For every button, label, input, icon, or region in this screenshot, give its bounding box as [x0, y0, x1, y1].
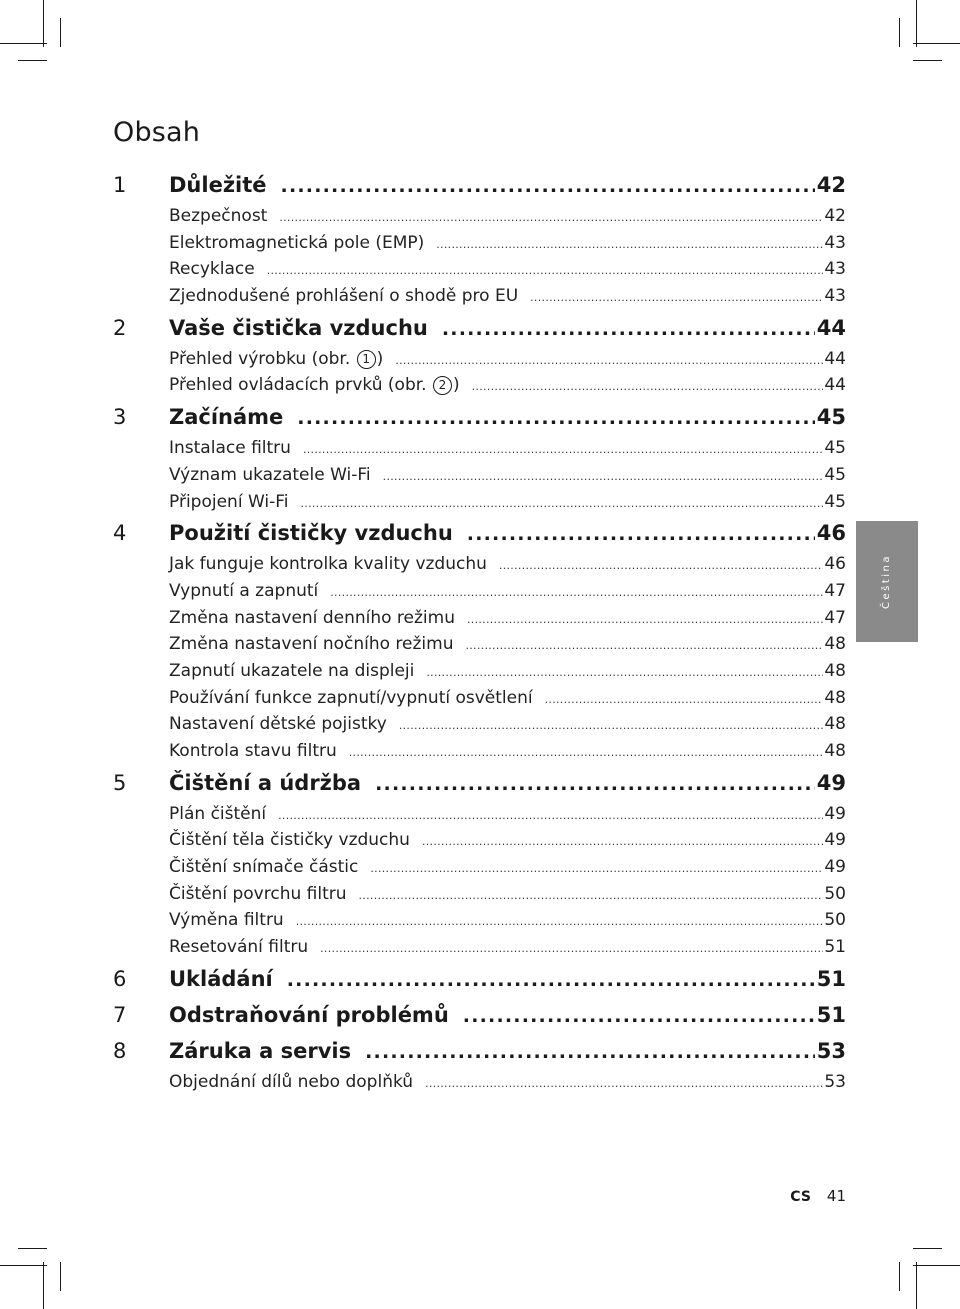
toc-section-entry[interactable] [169, 738, 846, 765]
crop-mark [913, 43, 960, 44]
chapter-title: Vaše čistička vzduchu [169, 315, 428, 340]
toc-section-entry[interactable] [169, 346, 846, 373]
toc-chapter-entry[interactable] [113, 515, 846, 551]
section-title-text: Připojení Wi-Fi [169, 491, 289, 512]
toc-chapter-entry[interactable] [113, 997, 846, 1033]
section-title-text: Změna nastavení denního režimu [169, 607, 455, 628]
section-title-text: Vypnutí a zapnutí [169, 580, 319, 601]
section-title [169, 230, 436, 257]
section-page-number: 50 [824, 883, 846, 904]
chapter-title: Čištění a údržba [169, 770, 362, 795]
toc-section-entry[interactable] [169, 881, 846, 908]
chapter-number: 4 [113, 521, 127, 546]
leader-dots [467, 605, 823, 632]
leader-dots [365, 1033, 815, 1069]
section-title-text: Bezpečnost [169, 206, 268, 226]
section-title [169, 801, 278, 828]
toc-chapter-entry[interactable] [113, 399, 846, 435]
leader-dots [465, 631, 823, 658]
crop-mark [43, 0, 44, 47]
page-number: 41 [826, 1187, 846, 1205]
section-title-text: Čištění snímače částic [169, 857, 359, 878]
section-title-text: Čištění těla čističky vzduchu [169, 830, 410, 851]
section-title [169, 435, 303, 462]
section-title [169, 934, 320, 961]
toc-chapter [113, 310, 846, 399]
section-page-number: 46 [824, 554, 846, 575]
table-of-contents [113, 167, 846, 1096]
section-title [169, 551, 499, 578]
leader-dots [267, 256, 824, 283]
toc-chapter [113, 765, 846, 961]
toc-section-entry[interactable] [169, 605, 846, 632]
section-page-number: 48 [824, 634, 846, 655]
leader-dots [349, 738, 824, 765]
section-title [169, 346, 395, 373]
toc-section-entry[interactable] [169, 230, 846, 257]
section-page-number: 48 [824, 660, 846, 681]
crop-mark [899, 18, 900, 47]
section-title [169, 256, 267, 283]
toc-section-entry[interactable] [169, 551, 846, 578]
chapter-page-number: 51 [816, 1002, 846, 1027]
section-page-number: 43 [824, 232, 846, 253]
section-title-text: Plán čištění [169, 803, 267, 824]
toc-section-entry[interactable] [169, 934, 846, 961]
crop-mark [913, 1248, 942, 1249]
section-title [169, 658, 426, 685]
section-title [169, 685, 545, 712]
chapter-number: 3 [113, 405, 127, 430]
toc-section-entry[interactable] [169, 435, 846, 462]
toc-section-entry[interactable] [169, 801, 846, 828]
section-page-number: 45 [824, 464, 846, 485]
toc-chapter-entry[interactable] [113, 765, 846, 801]
crop-mark [899, 1262, 900, 1291]
leader-dots [278, 801, 823, 828]
section-page-number: 42 [824, 206, 846, 226]
section-page-number: 43 [824, 259, 846, 280]
section-page-number: 53 [824, 1071, 846, 1092]
section-title [169, 631, 465, 658]
toc-chapter-entry[interactable] [113, 310, 846, 346]
toc-section-entry[interactable] [169, 907, 846, 934]
leader-dots [530, 283, 823, 310]
section-page-number: 44 [824, 348, 846, 369]
chapter-number: 1 [113, 173, 127, 197]
section-title-text: Čištění povrchu filtru [169, 883, 347, 904]
leader-dots [370, 854, 823, 881]
section-page-number: 48 [824, 741, 846, 761]
toc-chapter [113, 961, 846, 997]
section-title-text: Elektromagnetická pole (EMP) [169, 232, 425, 253]
toc-section-entry[interactable] [169, 631, 846, 658]
toc-section-entry[interactable] [169, 283, 846, 310]
section-title [169, 881, 359, 908]
section-title-text: Změna nastavení nočního režimu [169, 634, 454, 655]
section-title-text: Zjednodušené prohlášení o shodě pro EU [169, 286, 519, 307]
chapter-number: 7 [113, 1002, 127, 1027]
chapter-number: 2 [113, 315, 127, 340]
section-page-number: 48 [824, 714, 846, 735]
section-page-number: 47 [824, 580, 846, 601]
crop-mark [60, 1262, 61, 1291]
section-title-text: Zapnutí ukazatele na displeji [169, 660, 415, 681]
leader-dots [301, 489, 824, 516]
toc-chapter-entry[interactable] [113, 167, 846, 203]
toc-section-entry[interactable] [169, 578, 846, 605]
toc-section-entry[interactable] [169, 256, 846, 283]
toc-section-entry[interactable] [169, 711, 846, 738]
leader-dots [467, 515, 815, 551]
section-title [169, 203, 279, 230]
toc-section-entry[interactable] [169, 1069, 846, 1096]
section-page-number: 45 [824, 491, 846, 512]
toc-chapter-entry[interactable] [113, 961, 846, 997]
leader-dots [499, 551, 823, 578]
chapter-title: Použití čističky vzduchu [169, 521, 453, 546]
section-page-number: 51 [824, 937, 846, 958]
page-footer [790, 1187, 846, 1205]
crop-mark [18, 60, 47, 61]
crop-mark [43, 1262, 44, 1309]
language-code: CS [790, 1189, 811, 1205]
section-title [169, 711, 399, 738]
crop-mark [60, 18, 61, 47]
section-page-number: 43 [824, 286, 846, 307]
section-title-text: Recyklace [169, 259, 255, 280]
crop-mark [0, 43, 47, 44]
chapter-title: Záruka a servis [169, 1038, 352, 1063]
chapter-page-number: 42 [816, 173, 846, 197]
leader-dots [463, 997, 815, 1033]
leader-dots [296, 907, 824, 934]
section-title-text: Resetování filtru [169, 937, 309, 958]
section-title-text: Kontrola stavu filtru [169, 741, 337, 761]
chapter-page-number: 44 [816, 315, 846, 340]
section-title [169, 827, 422, 854]
toc-section-entry[interactable] [169, 462, 846, 489]
crop-mark [0, 1265, 47, 1266]
section-title-text: Přehled výrobku (obr. [169, 348, 356, 369]
section-page-number: 48 [824, 687, 846, 708]
section-title [169, 462, 383, 489]
figure-number-badge: 1 [357, 350, 376, 369]
figure-number-badge: 2 [433, 376, 452, 395]
leader-dots [395, 346, 823, 373]
leader-dots [375, 765, 815, 801]
section-title [169, 372, 472, 399]
leader-dots [330, 578, 823, 605]
chapter-title: Odstraňování problémů [169, 1002, 449, 1027]
leader-dots [436, 230, 823, 257]
section-title-text: Přehled ovládacích prvků (obr. [169, 375, 432, 396]
section-title [169, 907, 296, 934]
leader-dots [297, 399, 814, 435]
crop-mark [916, 0, 917, 47]
section-title [169, 1069, 425, 1096]
leader-dots [442, 310, 815, 346]
toc-section-entry[interactable] [169, 658, 846, 685]
section-page-number: 50 [824, 910, 846, 931]
toc-chapter [113, 399, 846, 515]
toc-section-entry[interactable] [169, 203, 846, 230]
chapter-number: 6 [113, 966, 127, 991]
section-title-text: Význam ukazatele Wi-Fi [169, 464, 371, 485]
leader-dots [422, 827, 823, 854]
chapter-page-number: 51 [816, 966, 846, 991]
language-tab [856, 521, 918, 642]
chapter-title: Ukládání [169, 966, 273, 991]
leader-dots [472, 372, 824, 399]
toc-section-entry[interactable] [169, 489, 846, 516]
chapter-number: 5 [113, 770, 127, 795]
crop-mark [913, 60, 942, 61]
toc-chapter [113, 167, 846, 310]
section-page-number: 49 [824, 857, 846, 878]
leader-dots [399, 711, 824, 738]
section-title-text: ) [376, 348, 384, 369]
chapter-page-number: 53 [816, 1038, 846, 1063]
leader-dots [320, 934, 823, 961]
chapter-page-number: 49 [816, 770, 846, 795]
section-page-number: 49 [824, 803, 846, 824]
section-title-text: ) [453, 375, 460, 396]
section-title [169, 605, 467, 632]
section-title-text: Nastavení dětské pojistky [169, 714, 387, 735]
toc-chapter [113, 1033, 846, 1096]
section-title [169, 578, 330, 605]
toc-section-entry[interactable] [169, 372, 846, 399]
section-title-text: Výměna filtru [169, 910, 284, 931]
chapter-title: Důležité [169, 173, 267, 197]
leader-dots [281, 167, 815, 203]
leader-dots [426, 658, 823, 685]
toc-section-entry[interactable] [169, 854, 846, 881]
section-title [169, 283, 530, 310]
section-page-number: 49 [824, 830, 846, 851]
section-title-text: Objednání dílů nebo doplňků [169, 1071, 414, 1092]
chapter-page-number: 45 [816, 405, 846, 430]
section-title [169, 854, 370, 881]
leader-dots [287, 961, 815, 997]
section-page-number: 44 [824, 375, 846, 396]
section-page-number: 47 [824, 607, 846, 628]
leader-dots [383, 462, 824, 489]
chapter-page-number: 46 [816, 521, 846, 546]
toc-section-entry[interactable] [169, 685, 846, 712]
leader-dots [359, 881, 824, 908]
toc-chapter [113, 997, 846, 1033]
section-page-number: 45 [824, 438, 846, 459]
leader-dots [279, 203, 823, 230]
leader-dots [303, 435, 823, 462]
page-title: Obsah [113, 117, 201, 148]
leader-dots [425, 1069, 823, 1096]
section-title [169, 738, 349, 765]
section-title-text: Jak funguje kontrolka kvality vzduchu [169, 554, 487, 575]
language-tab-label: Čeština [881, 553, 893, 610]
section-title [169, 489, 301, 516]
leader-dots [545, 685, 824, 712]
crop-mark [18, 1248, 47, 1249]
chapter-title: Začínáme [169, 405, 284, 430]
toc-chapter [113, 515, 846, 765]
section-title-text: Používání funkce zapnutí/vypnutí osvětlení [169, 687, 533, 708]
crop-mark [916, 1262, 917, 1309]
chapter-number: 8 [113, 1038, 127, 1063]
toc-section-entry[interactable] [169, 827, 846, 854]
crop-mark [913, 1265, 960, 1266]
section-title-text: Instalace filtru [169, 438, 291, 459]
toc-chapter-entry[interactable] [113, 1033, 846, 1069]
